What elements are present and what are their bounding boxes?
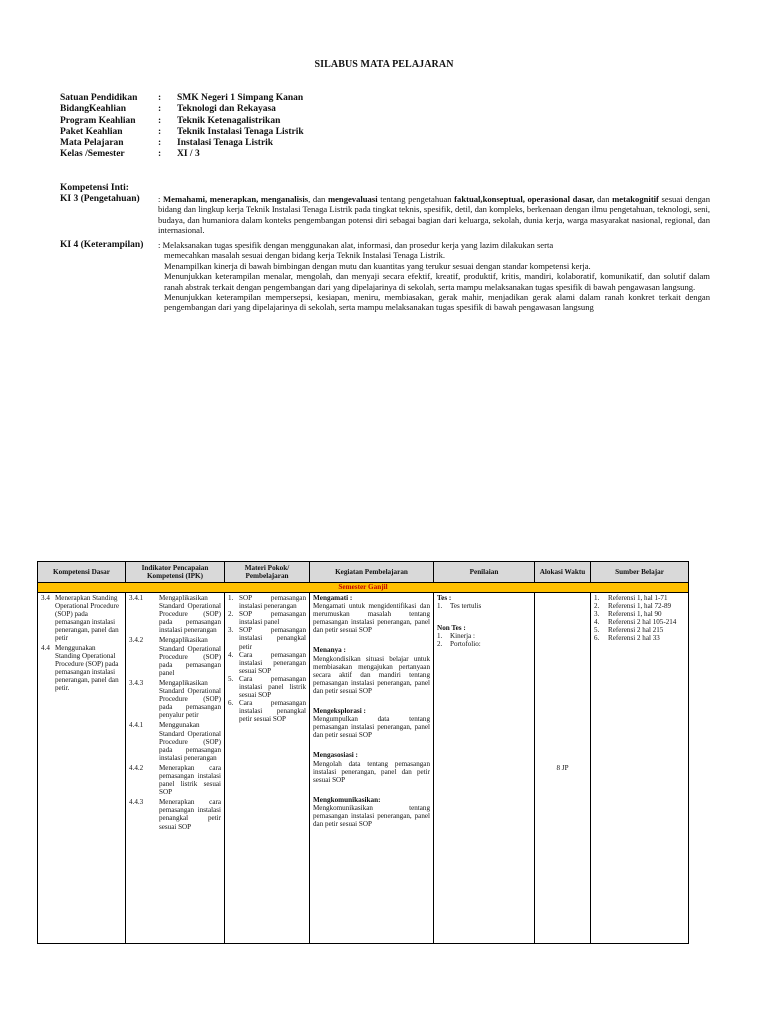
header-ipk: Indikator Pencapaian Kompetensi (IPK) [126,562,225,583]
sumber-text: Referensi 1, hal 90 [608,610,662,619]
ipk-text: Menggunakan Standard Operational Procedure (SOP) pada pemasangan instalasi penerangan [159,721,221,762]
kd-number: 4.4 [41,643,50,652]
kegiatan-heading: Mengasosiasi : [313,751,358,760]
penilaian-heading: Non Tes : [437,624,466,633]
identity-colon: : [158,149,162,160]
penilaian-number: 1. [437,602,443,611]
ipk-number: 3.4.1 [129,594,144,602]
ipk-text: Menerapkan cara pemasangan instalasi penangkal petir sesuai SOP [159,798,221,831]
kd-text: Menggunakan Standing Operational Procedure (SOP) pada pemasangan instalasi penerangan, panel dan petir. [55,643,119,693]
ipk-text: Mengaplikasikan Standard Operational Procedure (SOP) pada pemasangan panel [159,636,221,677]
list-item [129,764,221,796]
sumber-number: 2. [594,602,600,611]
materi-number: 3. [228,626,234,635]
ki4-label: KI 4 (Keterampilan) [60,240,144,250]
document-title: SILABUS MATA PELAJARAN [314,59,454,70]
identity-label: Kelas /Semester [60,149,125,160]
materi-text: SOP pemasangan instalasi penangkal petir [239,626,306,651]
list-item [129,798,221,830]
sumber-text: Referensi 2 hal 105-214 [608,618,677,627]
identity-label: Program Keahlian [60,115,136,126]
header-penilaian: Penilaian [434,562,535,583]
ki4-paragraph: memecahkan masalah sesuai dengan bidang kerja Teknik Instalasi Tenaga Listrik. [164,250,446,261]
ki4-text [158,240,710,313]
list-item [228,675,306,699]
identity-colon: : [158,126,162,137]
list-item [129,679,221,719]
materi-cell [225,593,310,944]
sumber-number: 6. [594,634,600,643]
table-header-row [38,562,689,583]
kegiatan-text: Mengumpulkan data tentang pemasangan instalasi penerangan, panel dan petir sesuai SOP [313,715,430,740]
ipk-text: Mengaplikasikan Standard Operational Procedure (SOP) pada pemasangan penyalur petir [159,678,221,720]
kd-text: Menerapkan Standing Operational Procedure (SOP) pada pemasangan instalasi penerangan, panel dan petir [55,594,120,643]
identity-colon: : [158,93,162,103]
list-item [437,602,531,610]
penilaian-number: 2. [437,640,443,649]
list-item [228,651,306,675]
list-item [41,594,122,643]
header-kompetensi-dasar: Kompetensi Dasar [38,562,126,583]
identity-value: XI / 3 [177,149,200,160]
kegiatan-text: Mengamati untuk mengidentifikasi dan merumuskan masalah tentang pemasangan instalasi penerangan, panel dan petir sesuai SOP [313,602,430,635]
materi-text: Cara pemasangan instalasi panel listrik sesuai SOP [239,674,306,700]
table-row [38,593,689,944]
ipk-number: 4.4.2 [129,763,144,772]
ki4-first-line: : Melaksanakan tugas spesifik dengan menggunakan alat, informasi, dan prosedur kerja yang lazim dilakukan serta [158,240,554,250]
materi-number: 6. [228,699,234,708]
penilaian-cell [434,593,535,944]
list-item [594,594,685,602]
ipk-text: Mengaplikasikan Standard Operational Procedure (SOP) pada pemasangan instalasi penerangan [159,594,221,635]
identity-value: Teknologi dan Rekayasa [177,104,276,115]
identity-label: Paket Keahlian [60,126,123,137]
penilaian-heading: Tes : [437,594,452,602]
materi-number: 5. [228,674,234,683]
header-sumber: Sumber Belajar [591,562,689,583]
identity-value: Teknik Instalasi Tenaga Listrik [177,126,304,137]
header-alokasi: Alokasi Waktu [535,562,591,583]
ki3-colon: : [158,194,164,204]
ipk-number: 3.4.3 [129,678,144,687]
identity-value: Teknik Ketenagalistrikan [177,115,281,126]
penilaian-group [437,594,531,610]
ki4-paragraph: Menampilkan kinerja di bawah bimbingan dengan mutu dan kuantitas yang terukur sesuai dengan standar kompetensi kerja. [164,260,591,271]
kd-number: 3.4 [41,594,50,602]
list-item [228,699,306,723]
ki3-text [158,194,710,236]
syllabus-table [37,561,689,944]
alokasi-waktu: 8 JP [535,593,591,944]
list-item [594,634,685,642]
identity-label: BidangKeahlian [60,104,126,115]
ki3-bold-verbs: Memahami, menerapkan, menganalisis [163,194,309,204]
materi-text: SOP pemasangan instalasi penerangan [239,594,306,611]
ki3-text-part: sesuai dengan bidang dan lingkup kerja Teknik Instalasi Tenaga Listrik pada tingkat teknis, spesifik, detil, dan kompleks, berkenaan dengan ilmu pengetahuan, teknologi, seni, budaya, dan humaniora dalam konteks pengembangan potensi diri sebagai bagian dari keluarga, sekolah, dunia kerja, warga masyarakat nasional, regional, dan internasional. [158,194,710,236]
sumber-number: 4. [594,618,600,627]
list-item [129,594,221,634]
kegiatan-heading: Menanya : [313,646,346,655]
semester-row [38,583,689,593]
list-item [437,632,531,640]
sumber-cell [591,593,689,944]
ki3-text-part: tentang pengetahuan [377,194,455,204]
list-item [594,626,685,634]
header-kegiatan: Kegiatan Pembelajaran [310,562,434,583]
identity-value: SMK Negeri 1 Simpang Kanan [177,93,304,103]
ki3-text-part: , dan [308,194,328,204]
ki3-text-part: dan [594,194,613,204]
list-item [594,618,685,626]
list-item [594,602,685,610]
sumber-number: 1. [594,594,600,602]
ki4-paragraphs [158,250,710,312]
list-item [594,610,685,618]
kegiatan-heading: Mengamati : [313,594,353,602]
sumber-text: Referensi 2 hal 33 [608,634,660,643]
list-item [228,626,306,650]
kegiatan-heading: Mengkomunikasikan: [313,795,381,804]
kegiatan-cell [310,593,434,944]
materi-number: 1. [228,594,234,602]
ipk-number: 4.4.1 [129,721,144,730]
identity-colon: : [158,104,162,115]
penilaian-text: Kinerja : [450,632,476,641]
ki3-label: KI 3 (Pengetahuan) [60,194,140,204]
sumber-number: 3. [594,610,600,619]
materi-number: 2. [228,610,234,619]
kd-cell [38,593,126,944]
ki3-block [60,194,710,236]
materi-text: Cara pemasangan instalasi penerangan sesuai SOP [239,650,306,675]
penilaian-group [437,624,531,648]
ki3-bold-knowledge: faktual,konseptual, operasional dasar, [454,194,595,204]
ipk-number: 4.4.3 [129,798,144,807]
ki3-bold-metakognitif: metakognitif [612,194,659,204]
list-item [129,721,221,761]
ki4-block [60,240,710,313]
ipk-text: Menerapkan cara pemasangan instalasi panel listrik sesuai SOP [159,763,221,797]
identity-colon: : [158,115,162,126]
list-item [228,594,306,610]
ki4-paragraph: Menunjukkan keterampilan mempersepsi, kesiapan, meniru, membiasakan, gerak mahir, menjadikan gerak alami dalam ranah konkret terkait dengan pengembangan dari yang dipelajarinya di sekolah, serta mampu melaksanakan tugas spesifik di bawah pengawasan langsung [164,292,710,313]
sumber-text: Referensi 2 hal 215 [608,626,664,635]
identity-label: Mata Pelajaran [60,138,124,149]
materi-number: 4. [228,650,234,659]
list-item [437,640,531,648]
identity-colon: : [158,138,162,149]
materi-text: SOP pemasangan instalasi panel [239,610,306,627]
penilaian-text: Portofolio: [450,640,481,649]
kegiatan-text: Mengkomunikasikan tentang pemasangan instalasi penerangan, panel dan petir sesuai SOP [313,803,430,829]
identity-label: Satuan Pendidikan [60,93,138,103]
kegiatan-text: Mengolah data tentang pemasangan instalasi penerangan, panel dan petir sesuai SOP [313,759,430,784]
ipk-cell [126,593,225,944]
list-item [41,644,122,693]
semester-label: Semester Ganjil [38,583,689,593]
sumber-text: Referensi 1, hal 1-71 [608,594,668,602]
identity-value: Instalasi Tenaga Listrik [177,138,274,149]
materi-text: Cara pemasangan instalasi penangkal petir sesuai SOP [239,699,306,724]
kegiatan-text: Mengkondisikan situasi belajar untuk membiasakan mengajukan pertanyaan secara aktif dan mandiri tentang pemasangan instalasi penerangan, panel dan petir sesuai SOP [313,654,430,695]
kompetensi-inti-heading: Kompetensi Inti: [60,183,129,193]
penilaian-number: 1. [437,632,443,641]
list-item [228,610,306,626]
penilaian-text: Tes tertulis [450,602,482,611]
ki4-paragraph: Menunjukkan keterampilan menalar, mengolah, dan menyaji secara efektif, kreatif, produktif, kritis, mandiri, kolaboratif, komunikatif, dan solutif dalam ranah abstrak terkait dengan pengembangan dari yang dipelajarinya di sekolah, serta mampu melaksanakan tugas spesifik di bawah pengawasan langsung. [164,271,710,292]
kegiatan-heading: Mengeksplorasi : [313,707,366,716]
sumber-number: 5. [594,626,600,635]
sumber-text: Referensi 1, hal 72-89 [608,602,672,611]
ki3-bold-verb: mengevaluasi [327,194,378,204]
list-item [129,636,221,676]
ipk-number: 3.4.2 [129,636,144,645]
header-materi: Materi Pokok/ Pembelajaran [225,562,310,583]
